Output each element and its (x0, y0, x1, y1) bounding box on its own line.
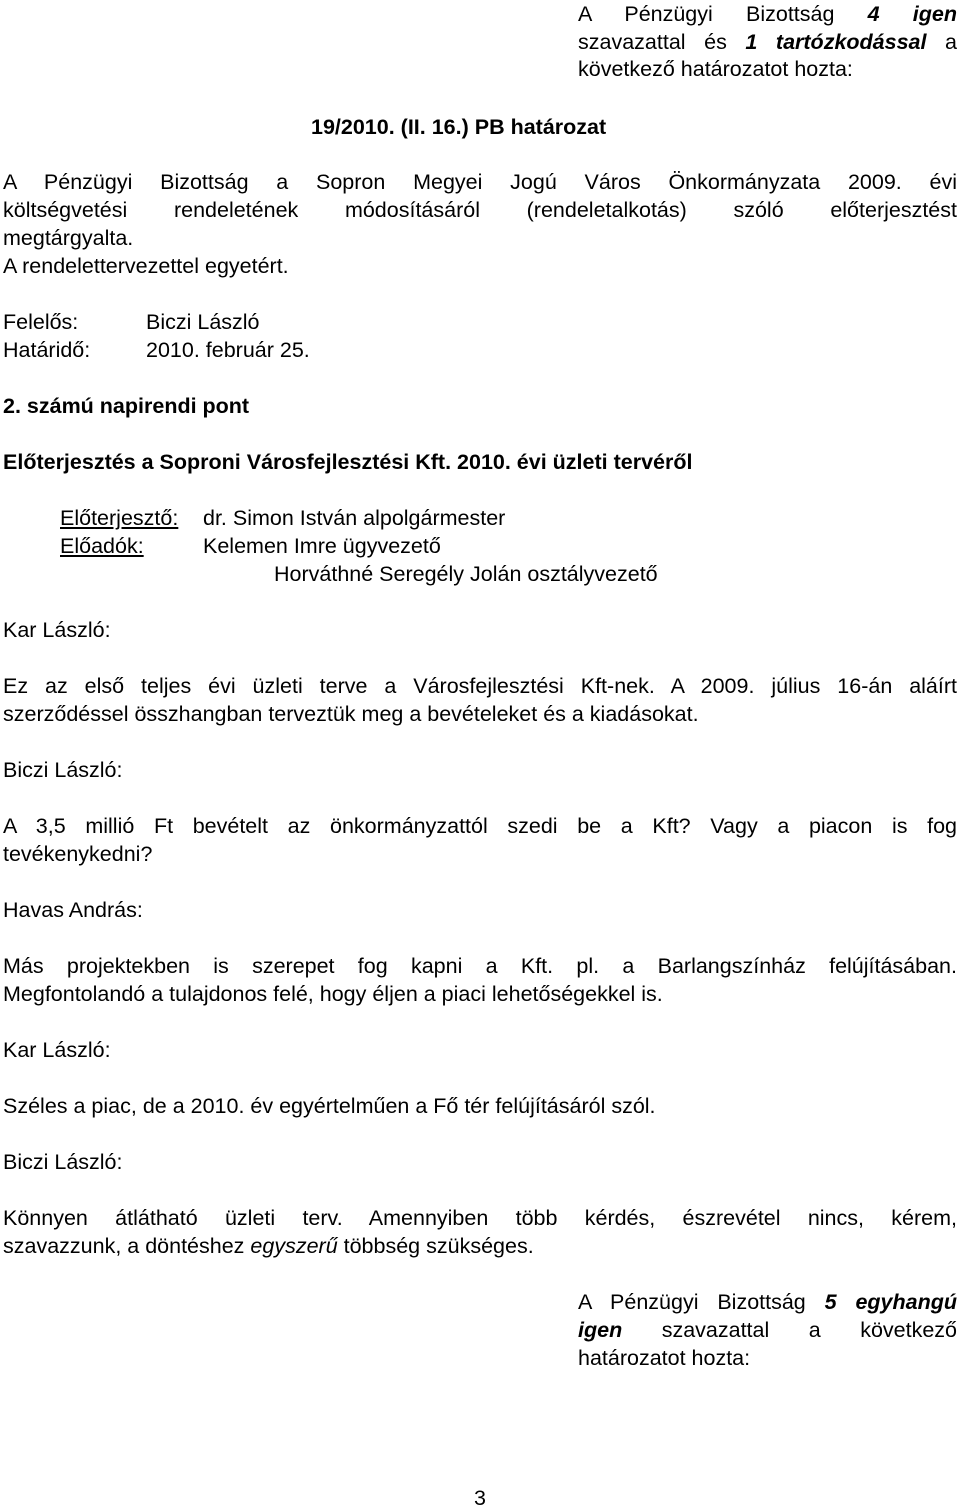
dialogue-speaker: Biczi László: (3, 1150, 123, 1174)
speaker-2: Horváthné Seregély Jolán osztályvezető (274, 562, 658, 586)
resolution-title: 19/2010. (II. 16.) PB határozat (311, 115, 607, 139)
agenda-item-heading: 2. számú napirendi pont (3, 394, 250, 418)
dialogue-text: Ez az első teljes évi üzleti terve a Városfejlesztési Kft-nek. A 2009. július 16-án aláírt (3, 674, 957, 698)
dialogue-text: Könnyen átlátható üzleti terv. Amennyiben több kérdés, észrevétel nincs, kérem, (3, 1206, 957, 1230)
dialogue-speaker: Biczi László: (3, 758, 123, 782)
dialogue-text: szavazzunk, a döntéshez egyszerű többség szükséges. (3, 1234, 534, 1258)
page-number: 3 (474, 1486, 486, 1510)
dialogue-speaker: Kar László: (3, 1038, 111, 1062)
dialogue-text: szerződéssel összhangban terveztük meg a bevételeket és a kiadásokat. (3, 702, 699, 726)
agenda-item-title: Előterjesztés a Soproni Városfejlesztési Kft. 2010. évi üzleti tervéről (3, 450, 693, 474)
dialogue-text: Megfontolandó a tulajdonos felé, hogy éljen a piaci lehetőségekkel is. (3, 982, 663, 1006)
dialogue-text: A 3,5 millió Ft bevételt az önkormányzattól szedi be a Kft? Vagy a piacon is fog (3, 814, 957, 838)
speaker-1: Kelemen Imre ügyvezető (203, 534, 441, 558)
deadline-value: 2010. február 25. (146, 338, 310, 362)
deadline-label: Határidő: (3, 338, 91, 362)
responsible-value: Biczi László (146, 310, 260, 334)
speakers-label: Előadók: (60, 534, 144, 558)
presenter-value: dr. Simon István alpolgármester (203, 506, 506, 530)
presenter-label: Előterjesztő: (60, 506, 179, 530)
dialogue-speaker: Havas András: (3, 898, 143, 922)
dialogue-text: Más projektekben is szerepet fog kapni a Kft. pl. a Barlangszínház felújításában. (3, 954, 957, 978)
dialogue-text: Széles a piac, de a 2010. év egyértelműen a Fő tér felújításáról szól. (3, 1094, 656, 1118)
dialogue-text: tevékenykedni? (3, 842, 153, 866)
responsible-label: Felelős: (3, 310, 79, 334)
dialogue-speaker: Kar László: (3, 618, 111, 642)
